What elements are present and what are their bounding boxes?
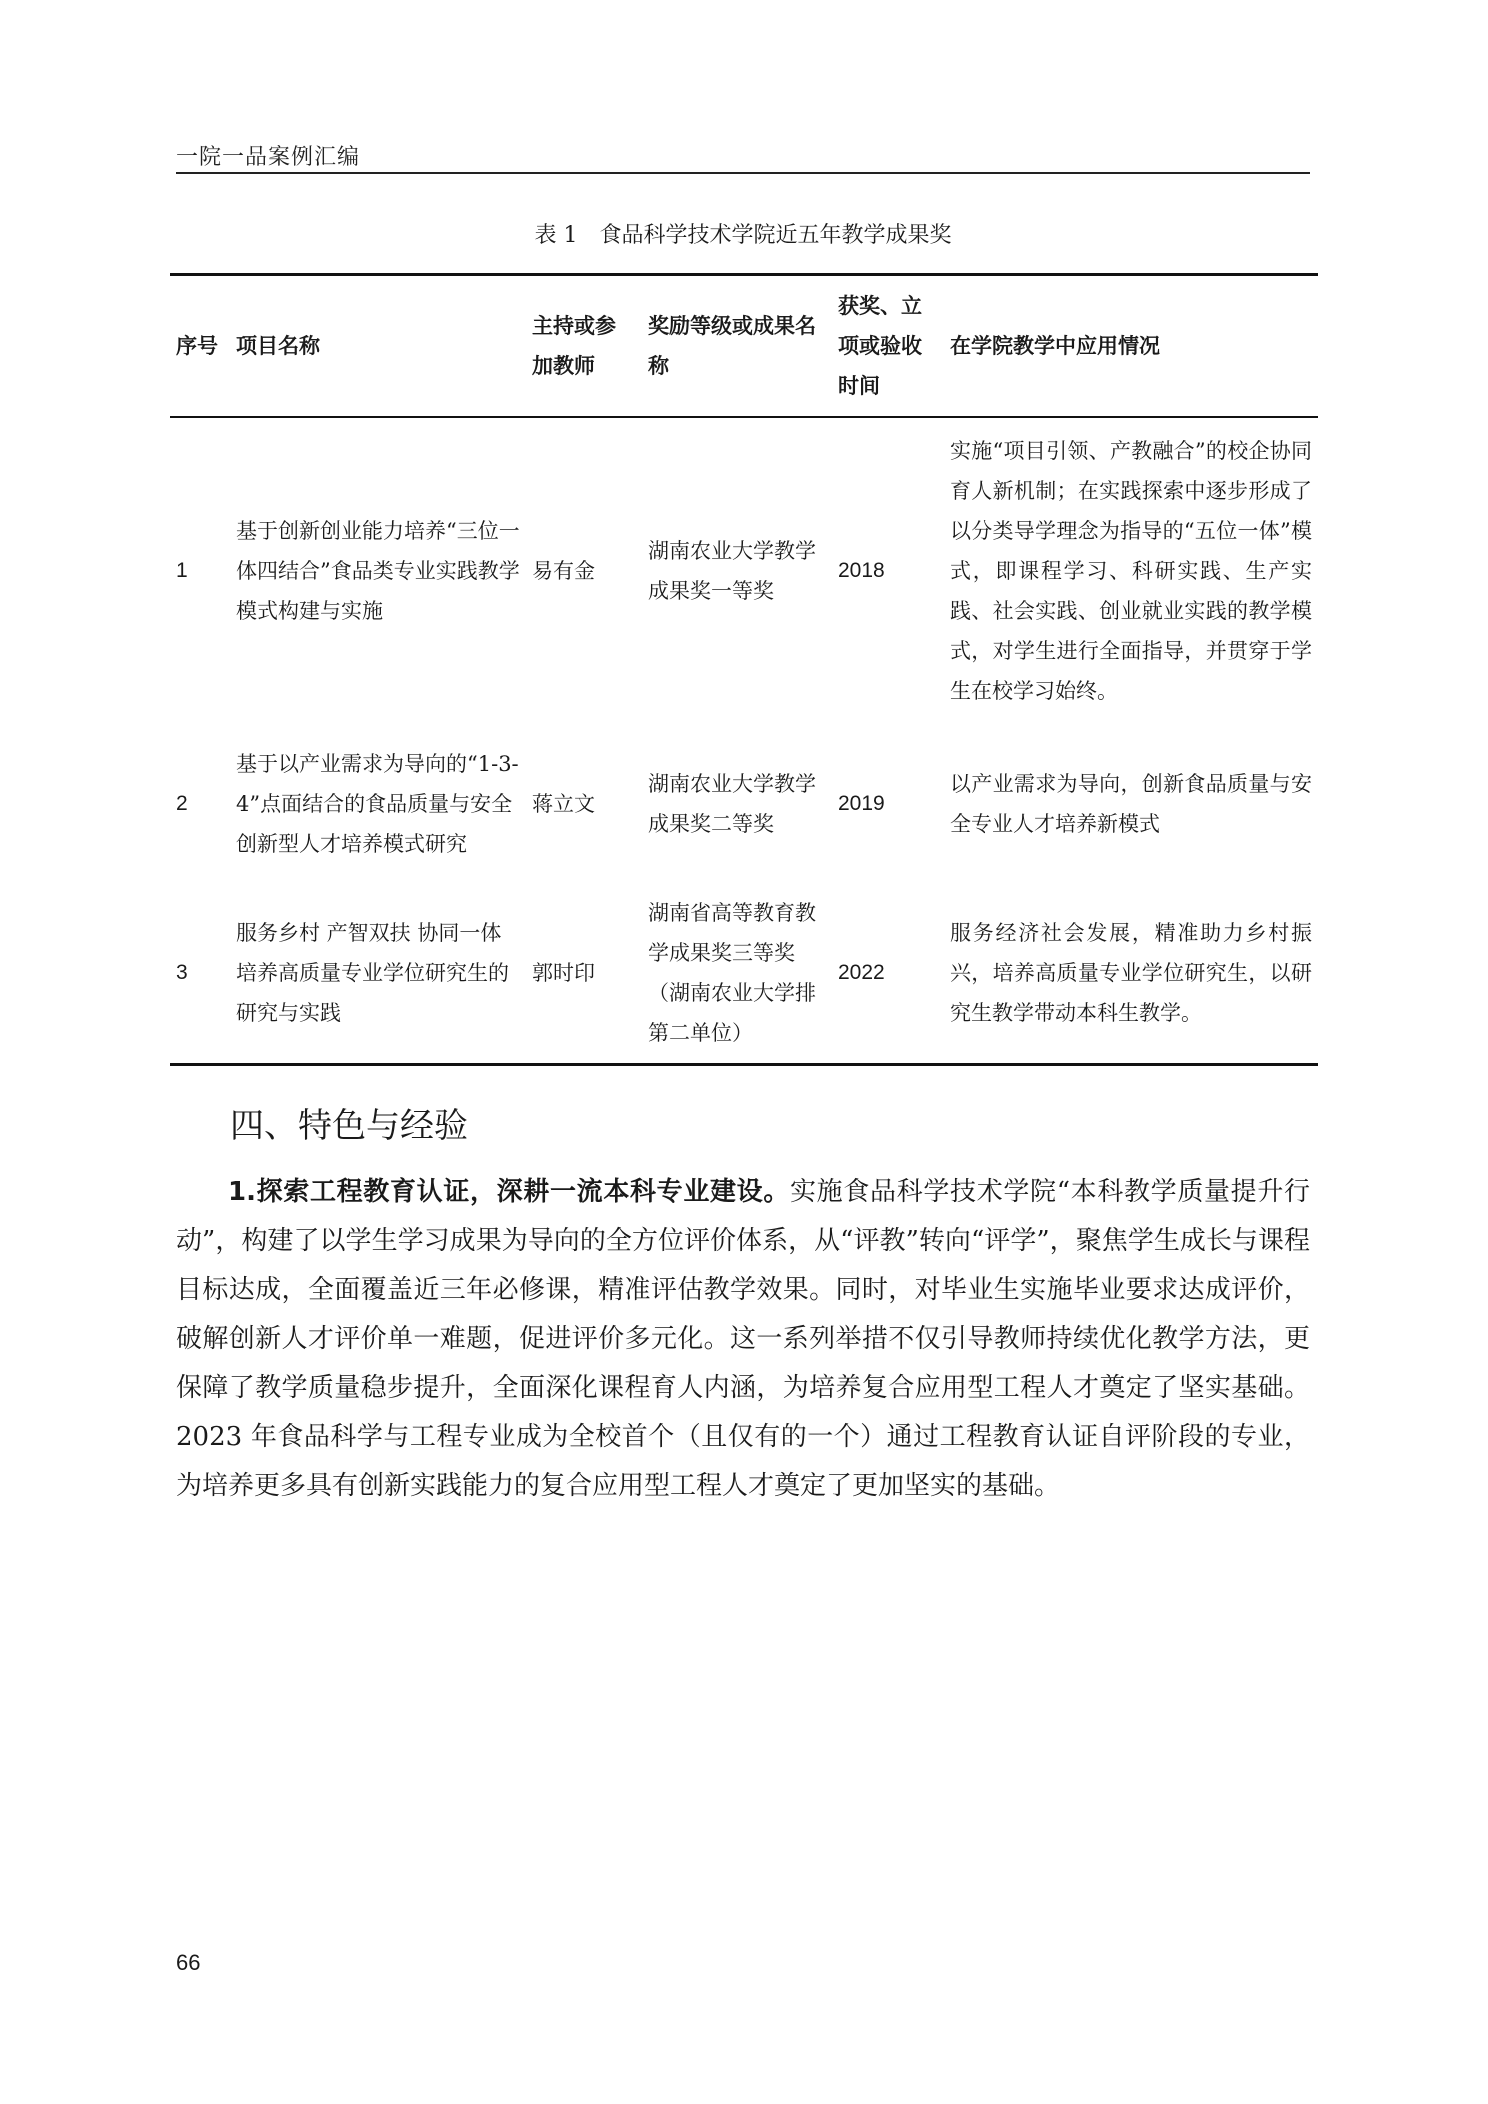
row-application: 以产业需求为导向，创新食品质量与安全专业人才培养新模式 [950, 772, 1312, 836]
row-number: 2 [176, 792, 188, 815]
table-row [170, 884, 1318, 1064]
row-application: 服务经济社会发展，精准助力乡村振兴，培养高质量专业学位研究生，以研究生教学带动本科生教学。 [950, 921, 1312, 1026]
row-project: 基于创新创业能力培养“三位一体四结合”食品类专业实践教学模式构建与实施 [236, 519, 520, 623]
row-project: 服务乡村 产智双扶 协同一体培养高质量专业学位研究生的研究与实践 [236, 921, 509, 1026]
paragraph-lead: 1.探索工程教育认证，深耕一流本科专业建设。 [228, 1177, 791, 1207]
row-award: 湖南农业大学教学成果奖一等奖 [648, 539, 816, 603]
row-teacher: 易有金 [532, 559, 595, 583]
row-application: 实施“项目引领、产教融合”的校企协同育人新机制；在实践探索中逐步形成了以分类导学理念为指导的“五位一体”模式，即课程学习、科研实践、生产实践、社会实践、创业就业实践的教学模式，对学生进行全面指导，并贯穿于学生在校学习始终。 [950, 439, 1312, 703]
column-header-award: 奖励等级或成果名称 [642, 275, 832, 418]
table-header-row [170, 275, 1318, 418]
column-header-project: 项目名称 [230, 275, 526, 418]
row-teacher: 郭时印 [532, 961, 595, 986]
section-heading: 四、特色与经验 [230, 1106, 468, 1146]
row-year: 2022 [838, 961, 885, 985]
row-year: 2018 [838, 559, 885, 582]
table-caption: 表 1 食品科学技术学院近五年教学成果奖 [534, 223, 952, 248]
paragraph-body: 实施食品科学技术学院“本科教学质量提升行动”，构建了以学生学习成果为导向的全方位评价体系，从“评教”转向“评学”，聚焦学生成长与课程目标达成，全面覆盖近三年必修课，精准评估教学效果。同时，对毕业生实施毕业要求达成评价，破解创新人才评价单一难题，促进评价多元化。这一系列举措不仅引导教师持续优化教学方法，更保障了教学质量稳步提升，全面深化课程育人内涵，为培养复合应用型工程人才奠定了坚实基础。2023 年食品科学与工程专业成为全校首个（且仅有的一个）通过工程教育认证自评阶段的专业，为培养更多具有创新实践能力的复合应用型工程人才奠定了更加坚实的基础。 [176, 1177, 1311, 1501]
header-divider [176, 172, 1310, 174]
column-header-application: 在学院教学中应用情况 [944, 275, 1318, 418]
column-header-number: 序号 [170, 275, 230, 418]
page-number: 66 [176, 1950, 201, 1975]
row-teacher: 蒋立文 [532, 792, 595, 816]
row-year: 2019 [838, 792, 885, 815]
row-award: 湖南农业大学教学成果奖二等奖 [648, 772, 816, 836]
row-project: 基于以产业需求为导向的“1-3-4”点面结合的食品质量与安全创新型人才培养模式研究 [236, 752, 519, 856]
column-header-teacher: 主持或参加教师 [526, 275, 642, 418]
body-paragraph [176, 1168, 1310, 1511]
teaching-awards-table [170, 273, 1318, 1066]
row-number: 1 [176, 559, 188, 582]
row-number: 3 [176, 961, 188, 985]
running-header-title: 一院一品案例汇编 [176, 145, 361, 170]
column-header-year: 获奖、立项或验收时间 [832, 275, 944, 418]
table-row [170, 724, 1318, 884]
table-row [170, 417, 1318, 724]
row-award: 湖南省高等教育教学成果奖三等奖（湖南农业大学排第二单位） [648, 901, 816, 1046]
